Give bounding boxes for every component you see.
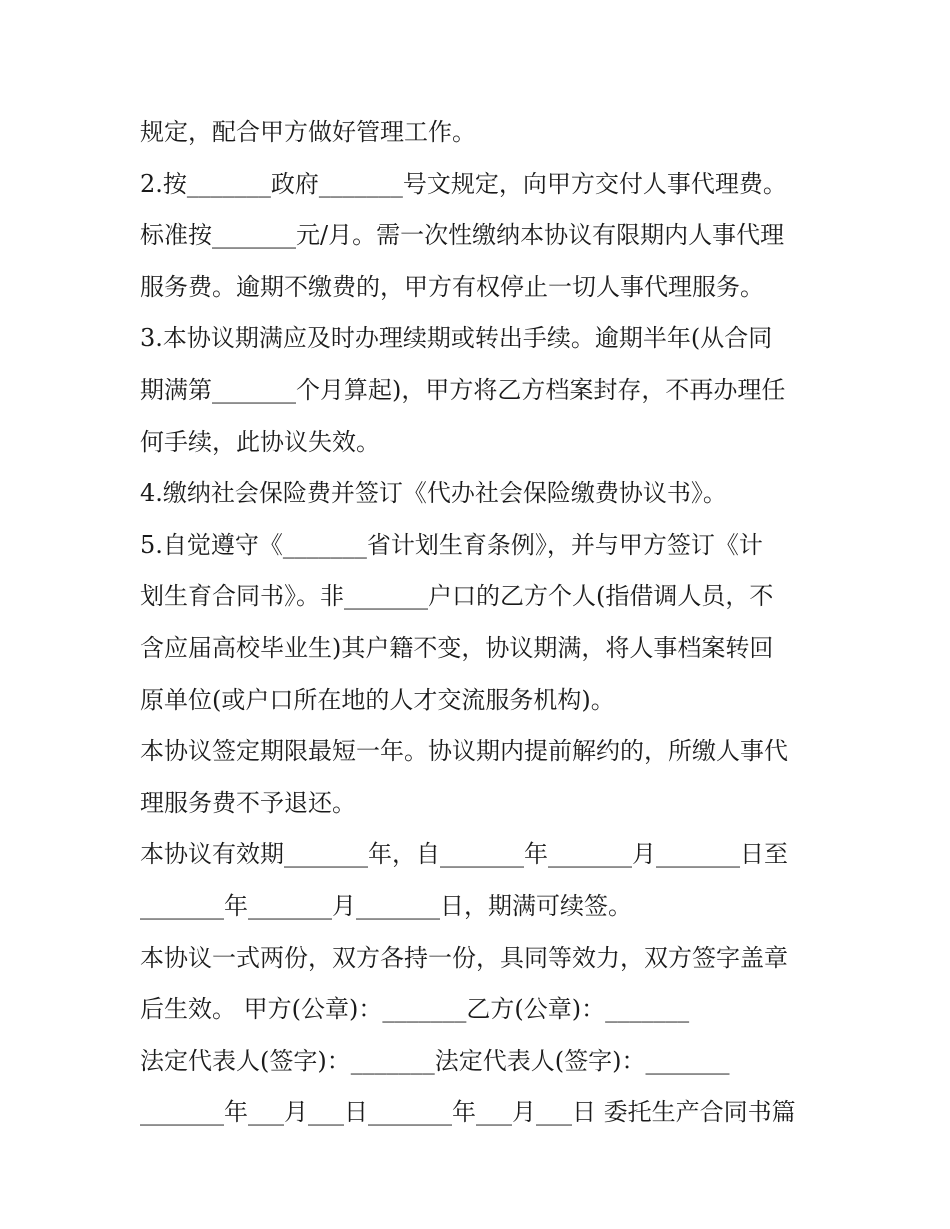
document-line: 5.自觉遵守《_______省计划生育条例》，并与甲方签订《计 xyxy=(140,530,763,559)
document-line: 3.本协议期满应及时办理续期或转出手续。逾期半年(从合同 xyxy=(140,324,773,353)
document-line: 含应届高校毕业生)其户籍不变，协议期满，将人事档案转回 xyxy=(140,633,774,662)
document-line: 理服务费不予退还。 xyxy=(140,788,356,817)
document-line: 2.按_______政府_______号文规定，向甲方交付人事代理费。 xyxy=(140,169,787,198)
document-line: 规定，配合甲方做好管理工作。 xyxy=(140,118,476,146)
document-line: 后生效。 甲方(公章)：_______乙方(公章)：_______ xyxy=(140,995,690,1024)
document-line: _______年_______月_______日，期满可续签。 xyxy=(140,891,632,920)
document-line: 标准按_______元/月。需一次性缴纳本协议有限期内人事代理 xyxy=(140,221,785,250)
document-line: _______年___月___日_______年___月___日 委托生产合同书篇 xyxy=(140,1098,796,1127)
document-line: 本协议有效期_______年，自_______年_______月_______日至 xyxy=(140,840,788,869)
document-line: 4.缴纳社会保险费并签订《代办社会保险缴费协议书》。 xyxy=(140,479,727,508)
document-line: 原单位(或户口所在地的人才交流服务机构)。 xyxy=(140,685,615,714)
document-line: 划生育合同书》。非_______户口的乙方个人(指借调人员，不 xyxy=(140,582,774,611)
document-line: 本协议签定期限最短一年。协议期内提前解约的，所缴人事代 xyxy=(140,737,788,766)
document-line: 本协议一式两份，双方各持一份，具同等效力，双方签字盖章 xyxy=(140,943,788,972)
document-line: 服务费。逾期不缴费的，甲方有权停止一切人事代理服务。 xyxy=(140,272,764,301)
document-line: 法定代表人(签字)：_______法定代表人(签字)：_______ xyxy=(140,1046,730,1075)
document-body xyxy=(140,107,820,1139)
document-line: 期满第_______个月算起)，甲方将乙方档案封存，不再办理任 xyxy=(140,375,786,404)
document-line: 何手续，此协议失效。 xyxy=(140,427,380,456)
